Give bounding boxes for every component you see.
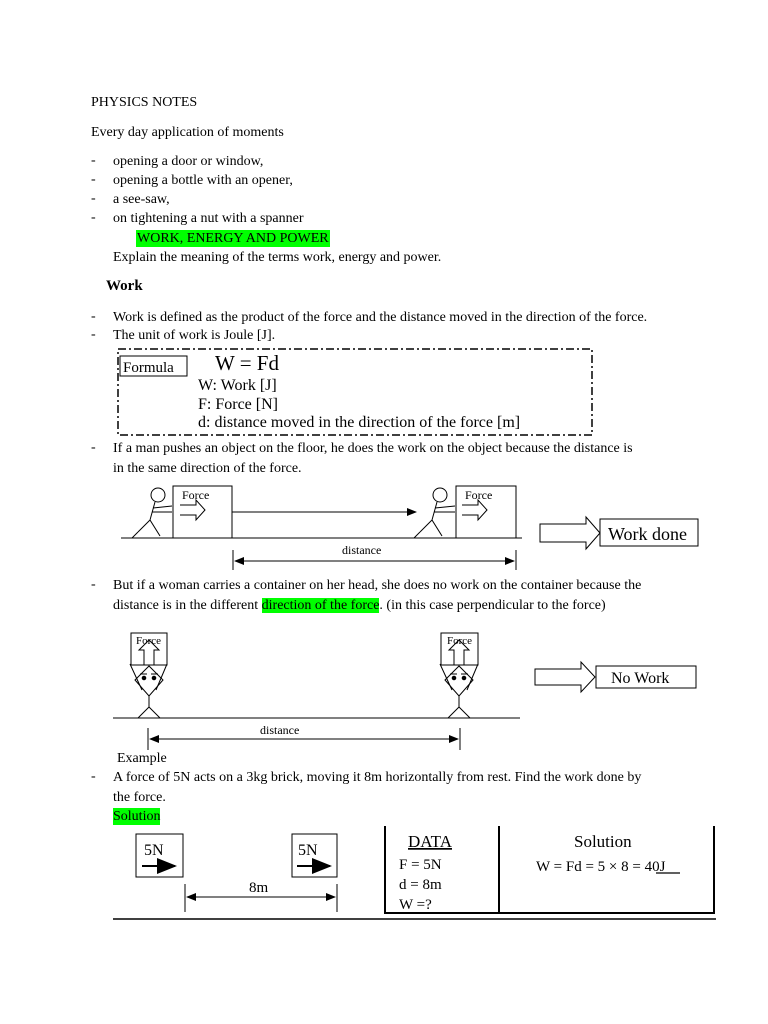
example-question: A force of 5N acts on a 3kg brick, moving it 8m horizontally from rest. Find the work done by: [113, 770, 642, 785]
man-head-icon: [151, 488, 165, 502]
bullet-dash: -: [91, 769, 96, 784]
data-line: F = 5N: [399, 857, 442, 873]
section-title: WORK, ENERGY AND POWER: [137, 231, 329, 246]
bullet-dash: -: [91, 191, 96, 206]
solution-answer: 40J: [644, 859, 666, 875]
woman-example-text: distance is in the different direction of the force. (in this case perpendicular to the force): [113, 598, 606, 613]
force-label: Force: [465, 488, 493, 502]
bullet-dash: -: [91, 172, 96, 187]
solution-label: Solution: [113, 809, 161, 824]
example-label: Example: [117, 751, 167, 766]
man-example-text: in the same direction of the force.: [113, 461, 302, 476]
force-box-label: 5N: [144, 842, 164, 859]
example-question: the force.: [113, 790, 166, 805]
solution-expression: W = Fd = 5 × 8 = 40J: [536, 859, 666, 875]
bullet-dash: -: [91, 440, 96, 455]
highlight-direction: direction of the force: [261, 598, 380, 613]
woman-example-text: But if a woman carries a container on her head, she does no work on the container because the: [113, 578, 642, 593]
work-definition: Work is defined as the product of the force and the distance moved in the direction of the force.: [113, 310, 648, 325]
force-label: Force: [447, 635, 473, 647]
work-unit: The unit of work is Joule [J].: [113, 328, 276, 343]
formula-box: [118, 349, 592, 435]
formula-line: d: distance moved in the direction of the force [m]: [198, 414, 521, 431]
list-item: a see-saw,: [113, 192, 170, 207]
force-label: Force: [136, 635, 162, 647]
distance-label: distance: [342, 543, 382, 557]
force-box-label: 5N: [298, 842, 318, 859]
data-line: W =?: [399, 897, 432, 913]
formula-line: W: Work [J]: [198, 377, 277, 394]
formula-equation: W = Fd: [215, 351, 279, 375]
list-item: opening a door or window,: [113, 154, 264, 169]
bullet-dash: -: [91, 327, 96, 342]
bullet-dash: -: [91, 153, 96, 168]
subheading: Every day application of moments: [91, 125, 284, 140]
list-item: on tightening a nut with a spanner: [113, 211, 304, 226]
distance-label: 8m: [249, 880, 269, 896]
distance-label: distance: [260, 723, 300, 737]
data-header: DATA: [408, 832, 452, 851]
solution-header: Solution: [574, 832, 632, 851]
man-head-icon: [433, 488, 447, 502]
instruction-text: Explain the meaning of the terms work, energy and power.: [113, 250, 442, 265]
data-line: d = 8m: [399, 877, 442, 893]
bullet-dash: -: [91, 309, 96, 324]
formula-line: F: Force [N]: [198, 396, 278, 413]
work-done-label: Work done: [608, 524, 688, 544]
woman-head-icon: [135, 666, 163, 696]
no-work-label: No Work: [611, 670, 670, 687]
force-label: Force: [182, 488, 210, 502]
woman-carrying-diagram: [113, 633, 696, 750]
page-title: PHYSICS NOTES: [91, 95, 198, 110]
man-example-text: If a man pushes an object on the floor, he does the work on the object because the distance is: [113, 441, 633, 456]
list-item: opening a bottle with an opener,: [113, 173, 293, 188]
bullet-dash: -: [91, 210, 96, 225]
bullet-dash: -: [91, 577, 96, 592]
work-heading: Work: [106, 278, 143, 294]
formula-label: Formula: [123, 360, 174, 376]
woman-head-icon: [445, 666, 473, 696]
